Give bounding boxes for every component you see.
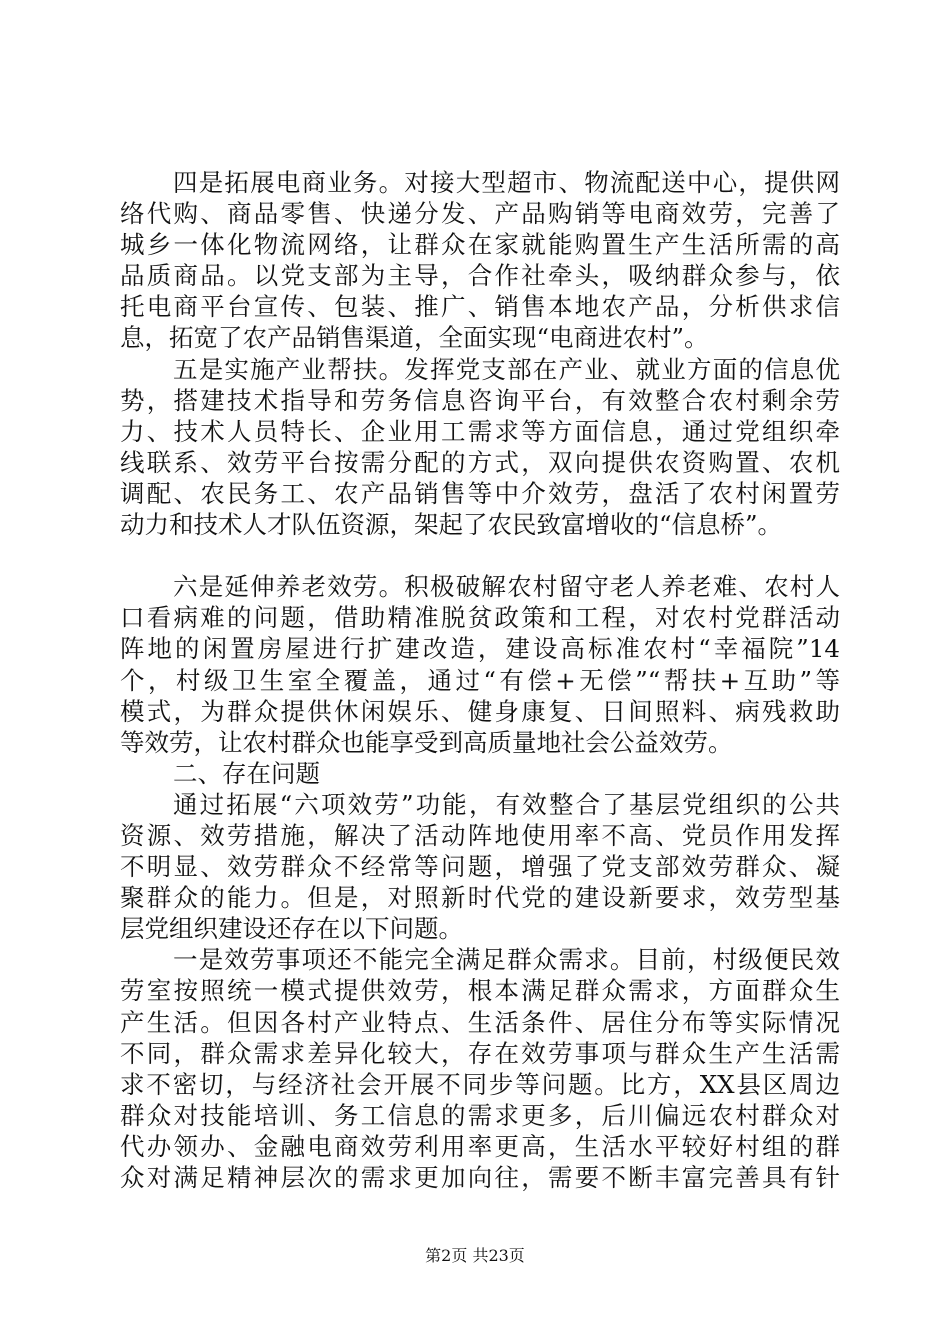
text-line: 城乡一体化物流网络，让群众在家就能购置生产生活所需的高 (120, 230, 840, 260)
text-line: 络代购、商品零售、快递分发、产品购销等电商效劳，完善了 (120, 199, 840, 229)
text-line: 动力和技术人才队伍资源，架起了农民致富增收的“信息桥”。 (120, 510, 783, 540)
text-line: 品质商品。以党支部为主导，合作社牵头，吸纳群众参与，依 (120, 261, 840, 291)
text-line: 群众对技能培训、务工信息的需求更多，后川偏远农村群众对 (120, 1100, 840, 1130)
text-line: 代办领办、金融电商效劳利用率更高，生活水平较好村组的群 (120, 1131, 840, 1161)
para-four (120, 167, 840, 354)
document-body (120, 167, 840, 1193)
text-line: 劳室按照统一模式提供效劳，根本满足群众需求，方面群众生 (120, 976, 840, 1006)
text-line: 求不密切，与经济社会开展不同步等问题。比方，XX县区周边 (120, 1069, 840, 1099)
text-line: 托电商平台宣传、包装、推广、销售本地农产品，分析供求信 (120, 292, 840, 322)
text-line: 产生活。但因各村产业特点、生活条件、居住分布等实际情况 (120, 1007, 840, 1037)
text-line: 个，村级卫生室全覆盖，通过“有偿+无偿”“帮扶+互助”等 (120, 665, 840, 695)
text-line: 六是延伸养老效劳。积极破解农村留守老人养老难、农村人 (173, 572, 840, 602)
para-summary (120, 789, 840, 944)
text-line: 模式，为群众提供休闲娱乐、健身康复、日间照料、病残救助 (120, 696, 840, 726)
text-line: 不明显、效劳群众不经常等问题，增强了党支部效劳群众、凝 (120, 852, 840, 882)
text-line: 力、技术人员特长、企业用工需求等方面信息，通过党组织牵 (120, 416, 840, 446)
para-six (120, 571, 840, 758)
text-line: 五是实施产业帮扶。发挥党支部在产业、就业方面的信息优 (173, 354, 840, 384)
text-line: 层党组织建设还存在以下问题。 (120, 914, 463, 944)
para-five (120, 354, 840, 541)
text-line: 势，搭建技术指导和劳务信息咨询平台，有效整合农村剩余劳 (120, 385, 840, 415)
text-line: 一是效劳事项还不能完全满足群众需求。目前，村级便民效 (173, 945, 840, 975)
text-line: 四是拓展电商业务。对接大型超市、物流配送中心，提供网 (173, 168, 840, 197)
text-line: 口看病难的问题，借助精准脱贫政策和工程，对农村党群活动 (120, 603, 840, 633)
text-line: 调配、农民务工、农产品销售等中介效劳，盘活了农村闲置劳 (120, 478, 840, 508)
text-line: 众对满足精神层次的需求更加向往，需要不断丰富完善具有针 (120, 1163, 840, 1192)
text-line: 资源、效劳措施，解决了活动阵地使用率不高、党员作用发挥 (120, 820, 840, 850)
page-footer: 第2页 共23页 (425, 1246, 525, 1265)
heading-problems (120, 758, 840, 789)
text-line: 线联系、效劳平台按需分配的方式，双向提供农资购置、农机 (120, 447, 840, 477)
text-line: 息，拓宽了农产品销售渠道，全面实现“电商进农村”。 (120, 323, 709, 353)
text-line: 通过拓展“六项效劳”功能，有效整合了基层党组织的公共 (173, 789, 840, 819)
text-line: 聚群众的能力。但是，对照新时代党的建设新要求，效劳型基 (120, 883, 840, 913)
blank-line (120, 540, 840, 571)
text-line: 等效劳，让农村群众也能享受到高质量地社会公益效劳。 (120, 727, 733, 757)
text-line: 不同，群众需求差异化较大，存在效劳事项与群众生产生活需 (120, 1038, 840, 1068)
text-line: 二、存在问题 (173, 758, 320, 788)
para-one (120, 944, 840, 1193)
text-line: 阵地的闲置房屋进行扩建改造，建设高标准农村“幸福院”14 (120, 634, 840, 664)
